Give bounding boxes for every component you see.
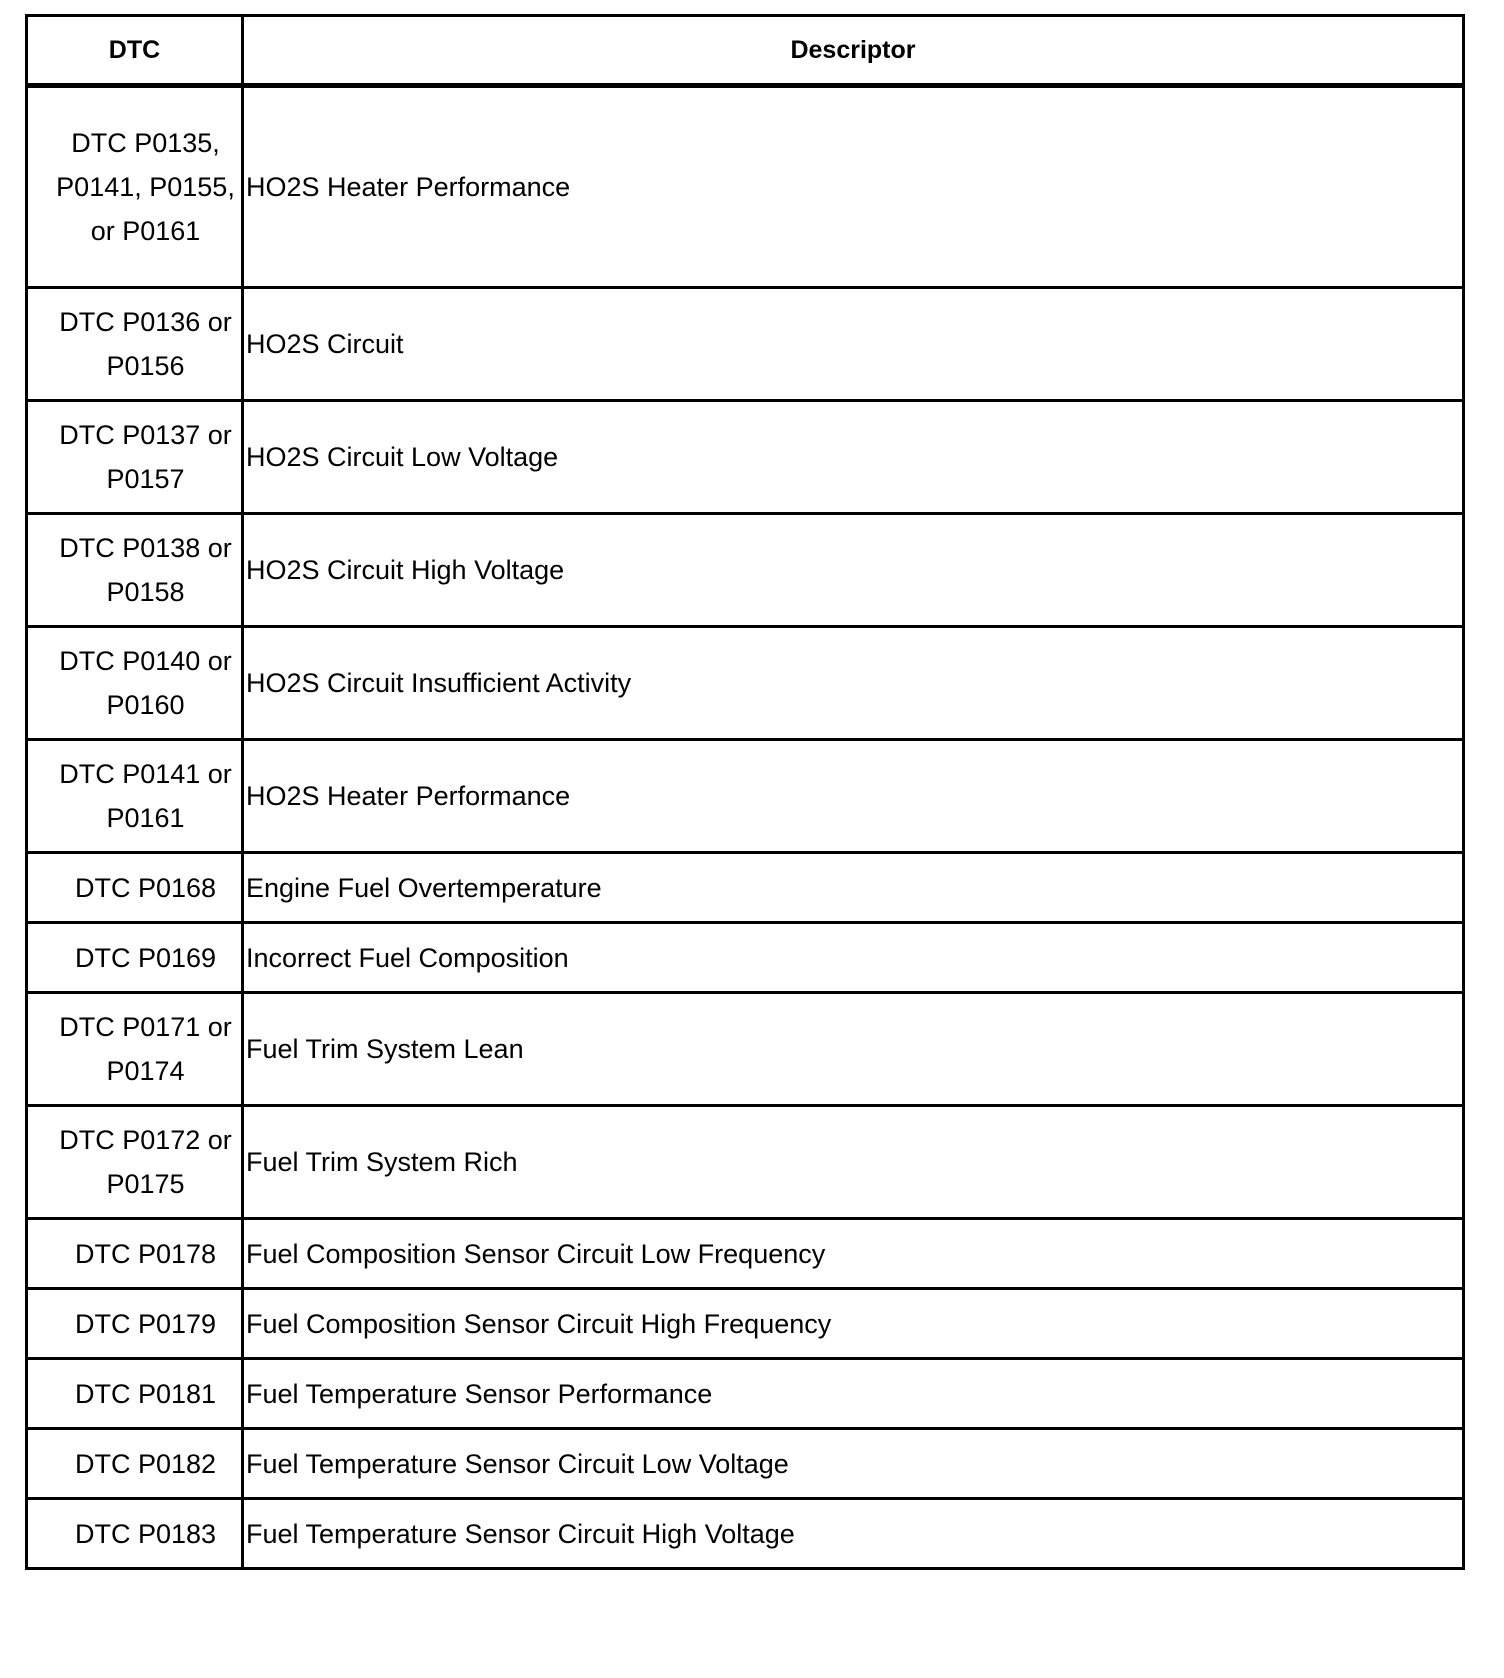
table-row [27, 514, 1464, 627]
descriptor-cell: HO2S Circuit High Voltage [243, 514, 1464, 627]
dtc-code-cell: DTC P0136 or P0156 [27, 288, 243, 401]
descriptor-cell: HO2S Circuit Insufficient Activity [243, 627, 1464, 740]
header-descriptor: Descriptor [243, 16, 1464, 86]
dtc-code-cell: DTC P0181 [27, 1359, 243, 1429]
table-row [27, 853, 1464, 923]
table-row [27, 923, 1464, 993]
dtc-code-cell: DTC P0169 [27, 923, 243, 993]
descriptor-cell: HO2S Circuit Low Voltage [243, 401, 1464, 514]
dtc-code-cell: DTC P0135, P0141, P0155, or P0161 [27, 86, 243, 288]
descriptor-cell: HO2S Circuit [243, 288, 1464, 401]
dtc-code-cell: DTC P0137 or P0157 [27, 401, 243, 514]
descriptor-cell: Fuel Trim System Lean [243, 993, 1464, 1106]
descriptor-cell: HO2S Heater Performance [243, 86, 1464, 288]
table-row [27, 401, 1464, 514]
descriptor-cell: Fuel Composition Sensor Circuit High Frequency [243, 1289, 1464, 1359]
descriptor-cell: Fuel Temperature Sensor Circuit Low Voltage [243, 1429, 1464, 1499]
dtc-code-cell: DTC P0141 or P0161 [27, 740, 243, 853]
table-row [27, 1359, 1464, 1429]
table-header [27, 16, 1464, 86]
table-row [27, 86, 1464, 288]
descriptor-cell: Fuel Composition Sensor Circuit Low Frequency [243, 1219, 1464, 1289]
dtc-code-cell: DTC P0178 [27, 1219, 243, 1289]
dtc-code-cell: DTC P0138 or P0158 [27, 514, 243, 627]
table-row [27, 1429, 1464, 1499]
descriptor-cell: Fuel Temperature Sensor Performance [243, 1359, 1464, 1429]
table-row [27, 1219, 1464, 1289]
dtc-code-cell: DTC P0172 or P0175 [27, 1106, 243, 1219]
descriptor-cell: Incorrect Fuel Composition [243, 923, 1464, 993]
dtc-code-cell: DTC P0171 or P0174 [27, 993, 243, 1106]
header-row [27, 16, 1464, 86]
table-row [27, 740, 1464, 853]
dtc-code-cell: DTC P0182 [27, 1429, 243, 1499]
dtc-code-cell: DTC P0179 [27, 1289, 243, 1359]
table-row [27, 1289, 1464, 1359]
descriptor-cell: HO2S Heater Performance [243, 740, 1464, 853]
descriptor-cell: Fuel Temperature Sensor Circuit High Voltage [243, 1499, 1464, 1569]
table-body [27, 86, 1464, 1569]
dtc-code-cell: DTC P0168 [27, 853, 243, 923]
table-row [27, 993, 1464, 1106]
dtc-code-cell: DTC P0183 [27, 1499, 243, 1569]
table-row [27, 1499, 1464, 1569]
dtc-code-cell: DTC P0140 or P0160 [27, 627, 243, 740]
header-dtc: DTC [27, 16, 243, 86]
descriptor-cell: Engine Fuel Overtemperature [243, 853, 1464, 923]
dtc-table [25, 14, 1465, 1570]
table-row [27, 627, 1464, 740]
table-row [27, 1106, 1464, 1219]
table-row [27, 288, 1464, 401]
descriptor-cell: Fuel Trim System Rich [243, 1106, 1464, 1219]
